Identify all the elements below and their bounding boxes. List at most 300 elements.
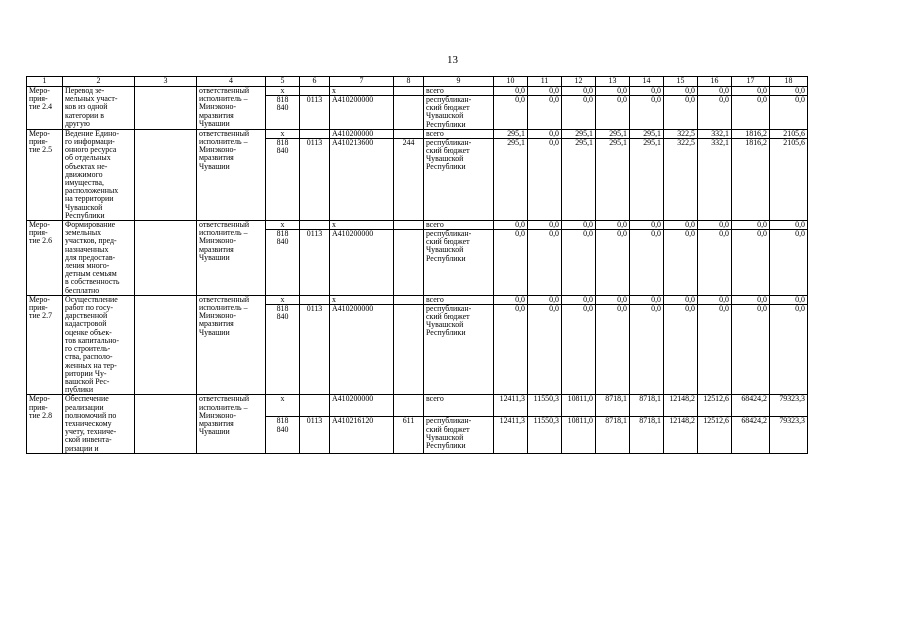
- value-year-11: [528, 295, 562, 394]
- col9-source-budget-line: Республики: [426, 440, 466, 450]
- col8-type-total: [394, 87, 423, 96]
- value-year-13-total: 295,1: [596, 130, 629, 139]
- executor-line: Минэконо-: [199, 236, 237, 246]
- value-year-13: [596, 395, 630, 453]
- value-year-12-total: 295,1: [562, 130, 595, 139]
- col6-section-budget: 0113: [306, 303, 323, 313]
- value-year-15-budget: 0,0: [685, 95, 695, 104]
- value-year-10-budget: 0,0: [515, 229, 525, 239]
- event-name-line: движимого: [65, 169, 103, 179]
- col9-source-budget-line: Чувашской: [426, 245, 464, 255]
- value-year-14-budget: 8718,1: [639, 416, 661, 426]
- event-name-line: об отдельных: [65, 153, 111, 163]
- col6-section: [300, 221, 330, 296]
- event-name-line: полномочий по: [65, 410, 117, 420]
- value-year-18: [770, 395, 808, 453]
- col5-code-budget-line: 818: [276, 416, 289, 426]
- col5-code: [266, 87, 300, 130]
- value-year-15: [664, 129, 698, 220]
- value-year-16: [698, 87, 732, 130]
- col7-target-total: x: [330, 296, 393, 305]
- value-year-16-total: 0,0: [698, 221, 731, 230]
- col5-code-budget-line: 818: [276, 229, 289, 239]
- empty-cell: [135, 295, 197, 394]
- col7-target-total: x: [330, 87, 393, 96]
- col7-target-budget: А410200000: [332, 229, 374, 239]
- value-year-16-budget: 0,0: [719, 303, 729, 313]
- col7-target-total: x: [330, 221, 393, 230]
- event-name-line: ритории Чу-: [65, 368, 107, 378]
- value-year-17: [732, 295, 770, 394]
- executor-line: ответственный: [199, 220, 250, 230]
- event-name-line: оценке объек-: [65, 327, 112, 337]
- col5-code-total: x: [266, 87, 299, 96]
- col7-target: [330, 129, 394, 220]
- value-year-17-total: 0,0: [732, 221, 769, 230]
- event-number-line: Меро-: [29, 129, 50, 138]
- event-number: [27, 395, 63, 453]
- value-year-18-total: 2105,6: [770, 130, 807, 139]
- empty-cell: [135, 129, 197, 220]
- value-year-10-budget: 295,1: [507, 137, 525, 147]
- event-number-line: тие 2.7: [29, 311, 53, 321]
- col9-source: [424, 129, 494, 220]
- value-year-16-total: 0,0: [698, 296, 731, 305]
- col9-source-budget: [424, 96, 493, 129]
- value-year-12-total: 0,0: [562, 221, 595, 230]
- col9-source-budget: [424, 230, 493, 263]
- value-year-11-total: 0,0: [528, 130, 561, 139]
- event-number-line: прия-: [29, 137, 48, 147]
- executor-line: ответственный: [199, 394, 250, 404]
- column-number: 4: [197, 77, 266, 87]
- value-year-17-budget: 1816,2: [745, 137, 767, 147]
- column-number: 8: [394, 77, 424, 87]
- event-name: [63, 395, 135, 453]
- value-year-12: [562, 221, 596, 296]
- event-name-line: детным семьям: [65, 269, 117, 279]
- executor-line: Чувашии: [199, 427, 230, 437]
- event-name-line: Обеспечение: [65, 394, 109, 404]
- program-table: [26, 76, 808, 454]
- empty-cell: [135, 395, 197, 453]
- value-year-15-total: 12148,2: [664, 395, 697, 417]
- col9-source-budget: [424, 417, 493, 450]
- executor-line: мразвития: [199, 244, 234, 254]
- event-name-line: для предостав-: [65, 252, 116, 262]
- col5-code-budget-line: 840: [276, 237, 289, 247]
- value-year-12-total: 0,0: [562, 296, 595, 305]
- col7-target-budget: А410216120: [332, 416, 374, 426]
- column-number: 16: [698, 77, 732, 87]
- value-year-13: [596, 295, 630, 394]
- empty-cell: [135, 87, 197, 130]
- value-year-12: [562, 129, 596, 220]
- value-year-14: [630, 221, 664, 296]
- value-year-13-budget: 0,0: [617, 95, 627, 104]
- value-year-15-budget: 12148,2: [669, 416, 695, 426]
- value-year-10-budget: 12411,3: [499, 416, 525, 426]
- col8-type-budget: 244: [402, 137, 415, 147]
- value-year-12: [562, 395, 596, 453]
- event-name-line: тов капитально-: [65, 335, 119, 345]
- value-year-18-budget: 0,0: [795, 229, 805, 239]
- col6-section-budget: 0113: [306, 137, 323, 147]
- event-number-line: тие 2.4: [29, 102, 53, 112]
- executor-line: мразвития: [199, 110, 234, 120]
- col7-target-total: А410200000: [330, 130, 393, 139]
- value-year-11-budget: 0,0: [549, 95, 559, 104]
- col6-section: [300, 87, 330, 130]
- executor-line: исполнитель –: [199, 94, 248, 104]
- value-year-18-total: 79323,3: [770, 395, 807, 417]
- col5-code: [266, 395, 300, 453]
- value-year-12-budget: 0,0: [583, 95, 593, 104]
- executor-line: Чувашии: [199, 327, 230, 337]
- executor-line: мразвития: [199, 153, 234, 163]
- event-name: [63, 221, 135, 296]
- value-year-12-budget: 0,0: [583, 229, 593, 239]
- value-year-17: [732, 87, 770, 130]
- value-year-14: [630, 129, 664, 220]
- value-year-10: [494, 395, 528, 453]
- value-year-11-total: 0,0: [528, 221, 561, 230]
- event-name-line: бесплатно: [65, 285, 100, 295]
- col9-source: [424, 295, 494, 394]
- value-year-15-budget: 0,0: [685, 229, 695, 239]
- value-year-13-total: 0,0: [596, 296, 629, 305]
- value-year-16: [698, 395, 732, 453]
- value-year-13-budget: 8718,1: [605, 416, 627, 426]
- value-year-10-budget: 0,0: [515, 303, 525, 313]
- event-name-line: ления много-: [65, 261, 110, 271]
- value-year-14: [630, 295, 664, 394]
- col9-source-budget-line: ский бюджет: [426, 103, 470, 113]
- col9-source-budget-line: Республики: [426, 162, 466, 172]
- value-year-18-budget: 79323,3: [779, 416, 805, 426]
- col6-section-budget: 0113: [306, 95, 323, 104]
- value-year-13: [596, 87, 630, 130]
- table-row-event-2-6: [27, 221, 808, 296]
- event-name-line: Ведение Едино-: [65, 129, 119, 138]
- executor-line: Минэконо-: [199, 102, 237, 112]
- col5-code-total: x: [266, 296, 299, 305]
- executor: [197, 221, 266, 296]
- event-name-line: на территории: [65, 194, 114, 204]
- col9-source-budget-line: ский бюджет: [426, 146, 470, 156]
- event-name-line: мельных участ-: [65, 94, 118, 104]
- page-number: 13: [447, 54, 458, 66]
- value-year-15-total: 0,0: [664, 221, 697, 230]
- value-year-15-total: 322,5: [664, 130, 697, 139]
- value-year-14-total: 0,0: [630, 296, 663, 305]
- col9-source-budget-line: ский бюджет: [426, 312, 470, 322]
- col5-code-budget-line: 818: [276, 303, 289, 313]
- value-year-18-budget: 2105,6: [783, 137, 805, 147]
- event-number-line: тие 2.5: [29, 145, 53, 155]
- event-name-line: техническому: [65, 418, 112, 428]
- value-year-18: [770, 295, 808, 394]
- event-name-line: другую: [65, 118, 90, 128]
- value-year-17: [732, 221, 770, 296]
- value-year-16-total: 0,0: [698, 87, 731, 96]
- value-year-18-budget: 0,0: [795, 303, 805, 313]
- event-name-line: Формирование: [65, 220, 116, 230]
- col6-section-total: [300, 395, 329, 417]
- value-year-18-total: 0,0: [770, 296, 807, 305]
- col9-source: [424, 395, 494, 453]
- event-name: [63, 129, 135, 220]
- value-year-11-budget: 0,0: [549, 137, 559, 147]
- col9-source-total: всего: [424, 296, 493, 305]
- value-year-16-budget: 0,0: [719, 95, 729, 104]
- col6-section: [300, 295, 330, 394]
- executor: [197, 295, 266, 394]
- value-year-11: [528, 221, 562, 296]
- col5-code-budget-line: 840: [276, 103, 289, 113]
- value-year-15-total: 0,0: [664, 296, 697, 305]
- col7-target-budget: А410213600: [332, 137, 374, 147]
- event-name-line: категории в: [65, 110, 105, 120]
- value-year-14-total: 295,1: [630, 130, 663, 139]
- value-year-16-budget: 332,1: [711, 137, 729, 147]
- col7-target: [330, 295, 394, 394]
- col5-code-budget-line: 840: [276, 312, 289, 322]
- value-year-10-budget: 0,0: [515, 95, 525, 104]
- value-year-16: [698, 129, 732, 220]
- col9-source-budget-line: ский бюджет: [426, 237, 470, 247]
- value-year-16: [698, 221, 732, 296]
- col8-type: [394, 395, 424, 453]
- value-year-12-total: 10811,0: [562, 395, 595, 417]
- empty-cell: [135, 221, 197, 296]
- col9-source: [424, 87, 494, 130]
- value-year-11-budget: 0,0: [549, 229, 559, 239]
- event-name-line: ской инвента-: [65, 435, 112, 445]
- value-year-11-total: 11550,3: [528, 395, 561, 417]
- event-name: [63, 295, 135, 394]
- col5-code-total: x: [266, 221, 299, 230]
- event-name-line: имущества,: [65, 178, 104, 188]
- event-name-line: назначенных: [65, 244, 109, 254]
- column-number: 18: [770, 77, 808, 87]
- column-number: 5: [266, 77, 300, 87]
- event-name-line: в собственность: [65, 277, 120, 287]
- executor-line: исполнитель –: [199, 303, 248, 313]
- col7-target: [330, 221, 394, 296]
- value-year-17-total: 68424,2: [732, 395, 769, 417]
- event-name-line: дарственной: [65, 311, 108, 321]
- value-year-12-total: 0,0: [562, 87, 595, 96]
- value-year-18-total: 0,0: [770, 87, 807, 96]
- event-number: [27, 221, 63, 296]
- event-number: [27, 87, 63, 130]
- event-name-line: Чувашской: [65, 202, 103, 212]
- event-name-line: ризации и: [65, 443, 99, 453]
- col7-target-budget: А410200000: [332, 95, 374, 104]
- event-number-line: Меро-: [29, 394, 50, 404]
- executor-line: исполнитель –: [199, 402, 248, 412]
- value-year-16: [698, 295, 732, 394]
- value-year-13-budget: 0,0: [617, 229, 627, 239]
- value-year-12-budget: 295,1: [575, 137, 593, 147]
- col8-type-budget: 611: [402, 416, 415, 426]
- column-number: 3: [135, 77, 197, 87]
- event-name-line: Перевод зе-: [65, 86, 105, 95]
- value-year-16-budget: 0,0: [719, 229, 729, 239]
- event-number-line: Меро-: [29, 220, 50, 230]
- value-year-18-budget: 0,0: [795, 95, 805, 104]
- event-number-line: прия-: [29, 228, 48, 238]
- executor-line: исполнитель –: [199, 228, 248, 238]
- col9-source-total: всего: [424, 87, 493, 96]
- event-name-line: го информаци-: [65, 137, 115, 147]
- col7-target-budget: А410200000: [332, 303, 374, 313]
- event-name-line: публики: [65, 385, 94, 395]
- col6-section: [300, 395, 330, 453]
- col5-code-total: x: [266, 130, 299, 139]
- value-year-15: [664, 295, 698, 394]
- column-number: 12: [562, 77, 596, 87]
- event-number-line: тие 2.8: [29, 410, 53, 420]
- executor-line: Чувашии: [199, 252, 230, 262]
- executor: [197, 129, 266, 220]
- value-year-14-total: 0,0: [630, 87, 663, 96]
- col7-target: [330, 395, 394, 453]
- value-year-11: [528, 129, 562, 220]
- value-year-17-budget: 0,0: [757, 229, 767, 239]
- executor-line: Минэконо-: [199, 145, 237, 155]
- col9-source-budget-line: республикан-: [426, 95, 472, 104]
- value-year-15-budget: 322,5: [677, 137, 695, 147]
- col5-code-budget-line: 840: [276, 146, 289, 156]
- value-year-10-total: 0,0: [494, 87, 527, 96]
- value-year-16-budget: 12512,6: [703, 416, 729, 426]
- col9-source-budget-line: Чувашской: [426, 320, 464, 330]
- value-year-10-total: 0,0: [494, 221, 527, 230]
- value-year-17-total: 1816,2: [732, 130, 769, 139]
- col9-source-budget-line: Республики: [426, 328, 466, 338]
- value-year-11: [528, 395, 562, 453]
- col5-code: [266, 295, 300, 394]
- col9-source-budget-line: Чувашской: [426, 432, 464, 442]
- event-name-line: женных на тер-: [65, 360, 117, 370]
- value-year-17: [732, 395, 770, 453]
- col6-section: [300, 129, 330, 220]
- value-year-13-total: 0,0: [596, 221, 629, 230]
- event-name: [63, 87, 135, 130]
- col8-type: [394, 129, 424, 220]
- event-number-line: Меро-: [29, 86, 50, 95]
- col8-type: [394, 221, 424, 296]
- col6-section-budget: 0113: [306, 229, 323, 239]
- executor-line: исполнитель –: [199, 137, 248, 147]
- executor-line: ответственный: [199, 295, 250, 304]
- value-year-13-total: 8718,1: [596, 395, 629, 417]
- value-year-12-budget: 0,0: [583, 303, 593, 313]
- executor-line: Минэконо-: [199, 311, 237, 321]
- column-number: 13: [596, 77, 630, 87]
- col9-source-budget-line: республикан-: [426, 137, 472, 147]
- value-year-12: [562, 295, 596, 394]
- value-year-14-budget: 0,0: [651, 303, 661, 313]
- col5-code-budget: [266, 96, 299, 112]
- column-number: 17: [732, 77, 770, 87]
- value-year-13: [596, 221, 630, 296]
- column-number: 1: [27, 77, 63, 87]
- executor-line: Чувашии: [199, 161, 230, 171]
- value-year-18-total: 0,0: [770, 221, 807, 230]
- column-number: 10: [494, 77, 528, 87]
- executor: [197, 87, 266, 130]
- event-name-line: участков, пред-: [65, 236, 117, 246]
- value-year-16-total: 12512,6: [698, 395, 731, 417]
- value-year-18: [770, 87, 808, 130]
- value-year-14-total: 0,0: [630, 221, 663, 230]
- event-number-line: прия-: [29, 303, 48, 313]
- event-name-line: Осуществление: [65, 295, 118, 304]
- col9-source-total: всего: [424, 395, 493, 417]
- col5-code-total: x: [266, 395, 299, 417]
- value-year-11-budget: 11550,3: [533, 416, 559, 426]
- executor-line: Минэконо-: [199, 410, 237, 420]
- value-year-11-total: 0,0: [528, 87, 561, 96]
- value-year-15: [664, 395, 698, 453]
- event-number: [27, 295, 63, 394]
- event-number-line: прия-: [29, 94, 48, 104]
- value-year-15: [664, 221, 698, 296]
- column-number: 15: [664, 77, 698, 87]
- event-name-line: расположенных: [65, 186, 119, 196]
- col5-code-budget: [266, 230, 299, 246]
- value-year-15-total: 0,0: [664, 87, 697, 96]
- event-name-line: го строитель-: [65, 344, 111, 354]
- event-name-line: реализации: [65, 402, 104, 412]
- event-name-line: учету, техниче-: [65, 427, 117, 437]
- column-number: 14: [630, 77, 664, 87]
- col5-code-budget-line: 840: [276, 424, 289, 434]
- col9-source-budget-line: Чувашской: [426, 154, 464, 164]
- event-number: [27, 129, 63, 220]
- event-number-line: Меро-: [29, 295, 50, 304]
- col9-source-budget-line: республикан-: [426, 303, 472, 313]
- event-name-line: вашской Рес-: [65, 376, 110, 386]
- value-year-13-total: 0,0: [596, 87, 629, 96]
- value-year-11-total: 0,0: [528, 296, 561, 305]
- value-year-17: [732, 129, 770, 220]
- col8-type-total: [394, 395, 423, 417]
- value-year-12-budget: 10811,0: [567, 416, 593, 426]
- col5-code: [266, 129, 300, 220]
- col7-target-total: А410200000: [330, 395, 393, 417]
- value-year-13: [596, 129, 630, 220]
- event-name-line: ства, располо-: [65, 352, 113, 362]
- column-number: 2: [63, 77, 135, 87]
- col9-source-budget-line: республикан-: [426, 229, 472, 239]
- event-number-line: прия-: [29, 402, 48, 412]
- event-name-line: Республики: [65, 210, 105, 220]
- col5-code: [266, 221, 300, 296]
- executor: [197, 395, 266, 453]
- col5-code-budget: [266, 139, 299, 155]
- col5-code-budget: [266, 417, 299, 433]
- table-row-event-2-7: [27, 295, 808, 394]
- table-row-event-2-8: [27, 395, 808, 453]
- value-year-14-total: 8718,1: [630, 395, 663, 417]
- value-year-10-total: 0,0: [494, 296, 527, 305]
- value-year-10-total: 295,1: [494, 130, 527, 139]
- col5-code-budget-line: 818: [276, 137, 289, 147]
